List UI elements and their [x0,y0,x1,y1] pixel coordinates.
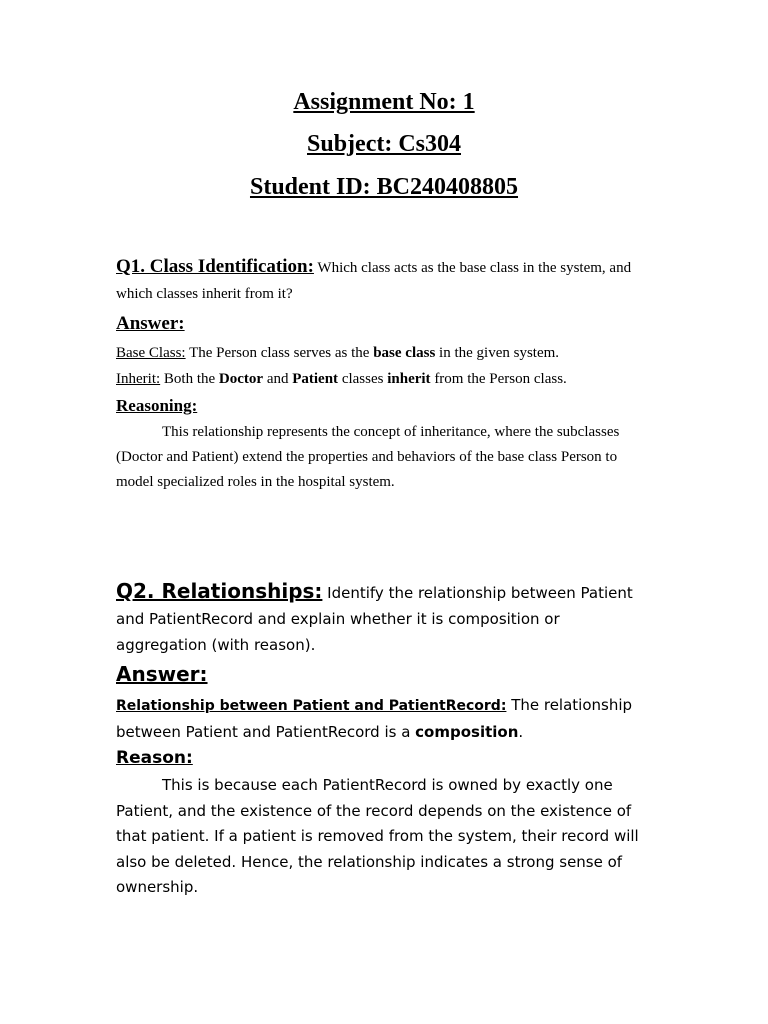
q2-question-text: Identify the relationship between Patient and PatientRecord and explain whether it is composition or aggregation (with reason). [116,584,633,654]
inherit-label: Inherit: [116,371,161,387]
base-class-text-2: in the given system. [435,345,560,361]
subject-title: Subject: Cs304 [307,131,461,157]
q2-question-paragraph [116,578,651,658]
inherit-text-3: classes [338,371,388,387]
inherit-bold-patient: Patient [292,371,339,387]
base-class-text-1: The Person class serves as the [185,345,374,361]
q1-answer-label: Answer: [116,313,185,334]
inherit-bold-inherit: inherit [387,371,431,387]
relationship-text-2: . [518,723,524,741]
q2-reason-label: Reason: [116,748,193,768]
relationship-paragraph [116,692,651,745]
q2-answer-label: Answer: [116,662,208,686]
q1-reasoning-label: Reasoning: [116,396,198,415]
q2-reason-text: This is because each PatientRecord is owned by exactly one Patient, and the existence of the record depends on the existence of that patient. If a patient is removed from the system, their record will also be deleted. Hence, the relationship indicates a strong sense of ownership. [116,776,639,896]
assignment-title: Assignment No: 1 [293,89,475,115]
q1-question-text: Which class acts as the base class in the system, and which classes inherit from it? [116,260,632,302]
q1-heading: Q1. Class Identification: [116,256,314,277]
q1-reasoning-text: This relationship represents the concept of inheritance, where the subclasses (Doctor and Patient) extend the properties and behaviors of the base class Person to model specialized roles in the hospital system. [116,424,620,490]
relationship-text-1: The relationship between Patient and PatientRecord is a [116,696,633,741]
student-id-title: Student ID: BC240408805 [249,174,519,200]
inherit-line [116,369,656,389]
inherit-text-2: and [263,371,293,387]
base-class-label: Base Class: [116,345,186,361]
q1-question-paragraph [116,254,656,307]
inherit-bold-doctor: Doctor [218,371,264,387]
relationship-label: Relationship between Patient and PatientRecord: [116,698,507,714]
base-class-bold: base class [373,345,436,361]
inherit-text-1: Both the [160,371,219,387]
q2-heading: Q2. Relationships: [116,579,323,603]
base-class-line [116,343,656,363]
inherit-text-4: from the Person class. [430,371,567,387]
relationship-bold: composition [415,723,519,741]
